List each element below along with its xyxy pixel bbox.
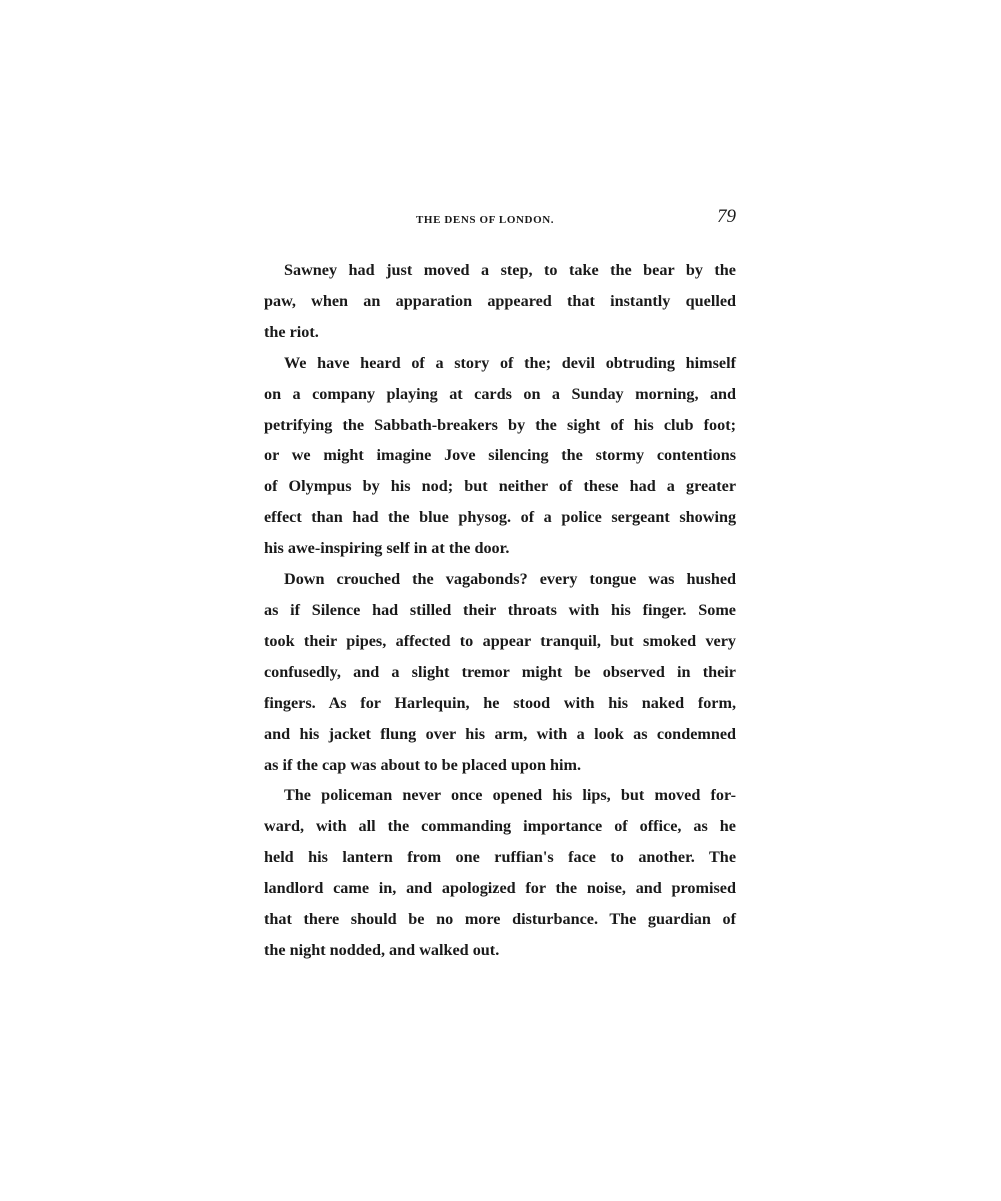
text-line: ward, with all the commanding importance of office, as he [264, 817, 736, 836]
text-line: of Olympus by his nod; but neither of these had a greater [264, 477, 737, 496]
text-line: and his jacket flung over his arm, with a look as condemned [264, 724, 737, 743]
text-line: Sawney had just moved a step, to take the bear by the [284, 261, 736, 279]
text-line: The policeman never once opened his lips, but moved for- [284, 786, 736, 805]
text-line: landlord came in, and apologized for the noise, and promised [264, 879, 736, 898]
text-line: confusedly, and a slight tremor might be observed in their [264, 662, 736, 681]
running-head [264, 206, 736, 236]
text-line: the night nodded, and walked out. [264, 940, 500, 959]
text-line: on a company playing at cards on a Sunday morning, and [264, 384, 737, 403]
text-line: or we might imagine Jove silencing the stormy contentions [264, 446, 736, 465]
body-text [264, 255, 736, 966]
text-line: We have heard of a story of the; devil obtruding himself [284, 353, 736, 372]
text-line: Down crouched the vagabonds? every tongue was hushed [284, 570, 737, 589]
text-line: that there should be no more disturbance. The guardian of [264, 910, 736, 929]
text-line: fingers. As for Harlequin, he stood with his naked form, [264, 693, 737, 712]
text-line: as if Silence had stilled their throats with his finger. Some [264, 600, 736, 619]
text-line: the riot. [264, 322, 319, 341]
text-line: petrifying the Sabbath-breakers by the sight of his club foot; [264, 415, 736, 434]
text-line: paw, when an apparation appeared that instantly quelled [264, 291, 737, 310]
paragraph-4 [264, 780, 736, 965]
text-line: effect than had the blue physog. of a police sergeant showing [264, 508, 737, 527]
text-line: held his lantern from one ruffian's face to another. The [264, 848, 736, 867]
running-title: THE DENS OF LONDON. [416, 214, 555, 226]
page-number: 79 [717, 206, 736, 227]
text-line: his awe-inspiring self in at the door. [264, 539, 510, 558]
text-line: took their pipes, affected to appear tranquil, but smoked very [264, 631, 737, 650]
paragraph-3 [264, 564, 736, 780]
paragraph-1 [264, 255, 736, 348]
paragraph-2 [264, 348, 736, 564]
text-line: as if the cap was about to be placed upon him. [264, 755, 582, 774]
